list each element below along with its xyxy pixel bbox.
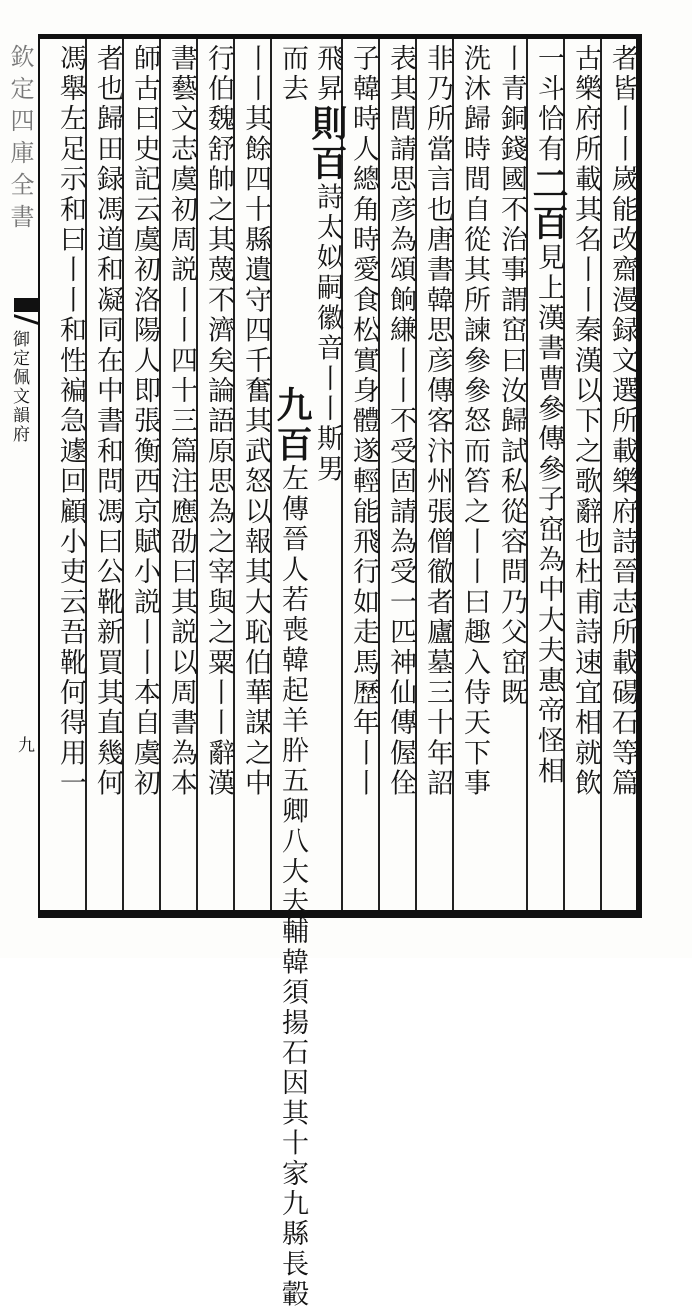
page-number: 九	[14, 736, 34, 753]
text-column-5: 洗沐歸時間自從其所諫參參怒而笞之丨丨曰趣入侍天下事	[459, 44, 490, 799]
book-title: 御定佩文韻府	[9, 330, 29, 444]
text-column-1: 者皆丨丨嵗能改齋漫録文選所載樂府詩晉志所載碭石等篇	[607, 44, 638, 799]
text-column-4: 丨青銅錢國不治事謂窋曰汝歸試私從容問乃父窋既	[496, 44, 527, 709]
text-column-14: 書藝文志虞初周説丨丨四十三篇注應劭曰其説以周書為本	[166, 44, 197, 799]
frame-top-border	[38, 34, 642, 39]
text-column-3: 一斗恰有二百見上漢書曹參傳參子窋為中大夫惠帝怪相	[527, 44, 569, 787]
collection-title-fragment: 欽定四庫全書	[6, 44, 34, 236]
text-column-6: 非乃所當言也唐書韓思彦傳客汴州張僧徹者廬墓三十年詔	[422, 44, 453, 799]
text-column-9: 飛昇則百詩太姒嗣徽音丨丨斯男	[306, 44, 348, 485]
text-column-13: 行伯魏舒帥之其蔑不濟矣論語原思為之宰與之粟丨丨辭漢	[203, 44, 234, 799]
text-column-2: 古樂府所載其名丨丨秦漢以下之歌辭也杜甫詩速宜相就飲	[570, 44, 601, 799]
text-column-16: 者也歸田録馮道和凝同在中書和問馮曰公靴新買其直幾何	[92, 44, 123, 799]
text-column-11: 而去	[277, 44, 308, 105]
text-column-17: 馮舉左足示和曰丨丨和性褊急遽回顧小吏云吾靴何得用一	[55, 44, 86, 799]
text-column-12: 丨丨其餘四十縣遺守四千奮其武怒以報其大恥伯華謀之中	[240, 44, 271, 799]
frame-left-border	[38, 34, 40, 918]
text-column-15: 師古曰史記云虞初洛陽人即張衡西京賦小説丨丨本自虞初	[129, 44, 160, 799]
text-column-10: 九百左傳晉人若喪韓起羊肸五卿八大夫輔韓須揚石因其十家九縣長轂	[271, 386, 313, 1310]
fishtail-mark	[14, 298, 38, 312]
frame-bottom-border	[38, 910, 642, 918]
text-column-8: 子韓時人總角時愛食松實身體遂輕能飛行如走馬歷年丨丨	[348, 44, 379, 799]
text-column-7: 表其閭請思彦為頌餉縑丨丨不受固請為受一匹神仙傳偓佺	[385, 44, 416, 799]
